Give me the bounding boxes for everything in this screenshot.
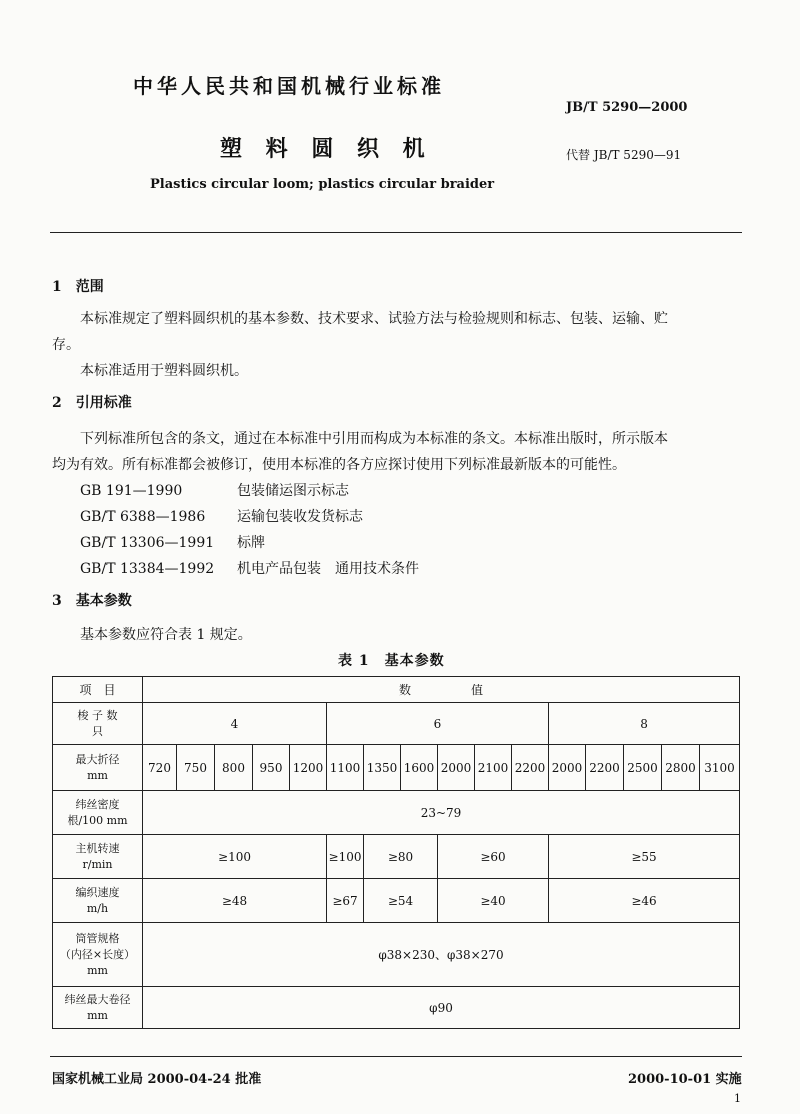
row-unit: mm <box>87 963 108 977</box>
table-cell: 750 <box>177 745 215 791</box>
table-cell: ≥48 <box>143 879 327 923</box>
table-cell: 6 <box>327 703 549 745</box>
header-item-cell: 项 目 <box>53 677 143 703</box>
reference-code: GB 191—1990 <box>80 483 183 499</box>
table-row <box>53 745 740 791</box>
reference-title: 包装储运图示标志 <box>237 483 349 499</box>
table-cell: ≥67 <box>327 879 364 923</box>
row-label: 最大折径 <box>75 752 120 766</box>
table-row <box>53 835 740 879</box>
row-label: 主机转速 <box>75 841 120 855</box>
section-1-para-1-line-2: 存。 <box>52 337 80 353</box>
row-label: 梭 子 数 <box>77 708 118 722</box>
weft-diameter-label-cell <box>53 987 143 1029</box>
width-label-cell <box>53 745 143 791</box>
english-title: Plastics circular loom; plastics circular braider <box>150 177 495 192</box>
header-rule <box>50 232 742 233</box>
table-row <box>53 703 740 745</box>
replaces-note: 代替 JB/T 5290—91 <box>566 148 682 162</box>
reference-title: 标牌 <box>237 535 265 551</box>
section-1-para-2: 本标准适用于塑料圆织机。 <box>80 363 248 379</box>
row-unit: r/min <box>82 857 113 871</box>
table-cell: 2200 <box>512 745 549 791</box>
table-cell: 1600 <box>401 745 438 791</box>
speed-label-cell <box>53 835 143 879</box>
table-caption: 表 1 基本参数 <box>338 653 445 669</box>
table-cell: 2500 <box>624 745 662 791</box>
table-cell: ≥60 <box>438 835 549 879</box>
row-label: 编织速度 <box>75 885 120 899</box>
table-cell: 1100 <box>327 745 364 791</box>
weave-speed-label-cell <box>53 879 143 923</box>
table-cell: ≥80 <box>364 835 438 879</box>
reference-title: 运输包装收发货标志 <box>237 509 363 525</box>
standard-number: JB/T 5290—2000 <box>566 100 688 115</box>
table-row <box>53 677 740 703</box>
reference-row <box>80 532 265 552</box>
section-1-para-1-line-1: 本标准规定了塑料圆织机的基本参数、技术要求、试验方法与检验规则和标志、包装、运输、贮 <box>80 311 668 327</box>
section-1-heading: 1 范围 <box>52 279 104 295</box>
section-2-para-line-1: 下列标准所包含的条文，通过在本标准中引用而构成为本标准的条文。本标准出版时，所示版本 <box>80 431 668 447</box>
table-cell: 8 <box>549 703 740 745</box>
table-cell: φ90 <box>143 987 740 1029</box>
reference-title: 机电产品包装 通用技术条件 <box>237 561 419 577</box>
table-cell: 950 <box>253 745 290 791</box>
table-cell: ≥100 <box>327 835 364 879</box>
header-value-cell: 数 值 <box>143 677 740 703</box>
table-cell: 1200 <box>290 745 327 791</box>
table-cell: 23~79 <box>143 791 740 835</box>
table-cell: 2000 <box>438 745 475 791</box>
table-cell: 2000 <box>549 745 586 791</box>
standard-title: 中华人民共和国机械行业标准 <box>133 74 445 98</box>
reference-row <box>80 506 363 526</box>
table-cell: 4 <box>143 703 327 745</box>
section-2-para-line-2: 均为有效。所有标准都会被修订，使用本标准的各方应探讨使用下列标准最新版本的可能性。 <box>52 457 626 473</box>
section-2-heading: 2 引用标准 <box>52 395 132 411</box>
table-cell: 2100 <box>475 745 512 791</box>
table-cell: 3100 <box>700 745 740 791</box>
page-number: 1 <box>734 1092 741 1105</box>
table-row <box>53 987 740 1029</box>
table-cell: ≥40 <box>438 879 549 923</box>
table-cell: 2800 <box>662 745 700 791</box>
section-3-heading: 3 基本参数 <box>52 593 132 609</box>
table-cell: 1350 <box>364 745 401 791</box>
reference-code: GB/T 13306—1991 <box>80 535 215 551</box>
section-3-para: 基本参数应符合表 1 规定。 <box>80 627 252 643</box>
row-unit: 根/100 mm <box>67 813 128 827</box>
bobbin-label-cell <box>53 923 143 987</box>
reference-row <box>80 480 349 500</box>
row-unit: m/h <box>86 901 109 915</box>
row-label: 纬丝最大卷径 <box>64 992 131 1006</box>
reference-row <box>80 558 419 578</box>
row-label: 筒管规格 <box>75 931 120 945</box>
table-cell: 2200 <box>586 745 624 791</box>
density-label-cell <box>53 791 143 835</box>
table-row <box>53 923 740 987</box>
table-cell: φ38×230、φ38×270 <box>143 923 740 987</box>
table-cell: 800 <box>215 745 253 791</box>
row-unit: mm <box>87 1008 108 1022</box>
table-row <box>53 791 740 835</box>
row-label: 纬丝密度 <box>75 797 120 811</box>
document-title: 塑 料 圆 织 机 <box>220 136 433 162</box>
reference-code: GB/T 6388—1986 <box>80 509 206 525</box>
table-cell: ≥46 <box>549 879 740 923</box>
approval-note: 国家机械工业局 2000-04-24 批准 <box>52 1072 262 1087</box>
table-row <box>53 879 740 923</box>
effective-date: 2000-10-01 实施 <box>628 1072 742 1087</box>
row-label-2: （内径×长度） <box>59 947 136 961</box>
shuttle-label-cell <box>53 703 143 745</box>
row-unit: mm <box>87 768 108 782</box>
row-unit: 只 <box>92 724 103 738</box>
table-cell: ≥55 <box>549 835 740 879</box>
table-cell: ≥54 <box>364 879 438 923</box>
table-cell: ≥100 <box>143 835 327 879</box>
basic-parameters-table <box>52 676 740 1029</box>
reference-code: GB/T 13384—1992 <box>80 561 215 577</box>
table-cell: 720 <box>143 745 177 791</box>
footer-rule <box>50 1056 742 1057</box>
